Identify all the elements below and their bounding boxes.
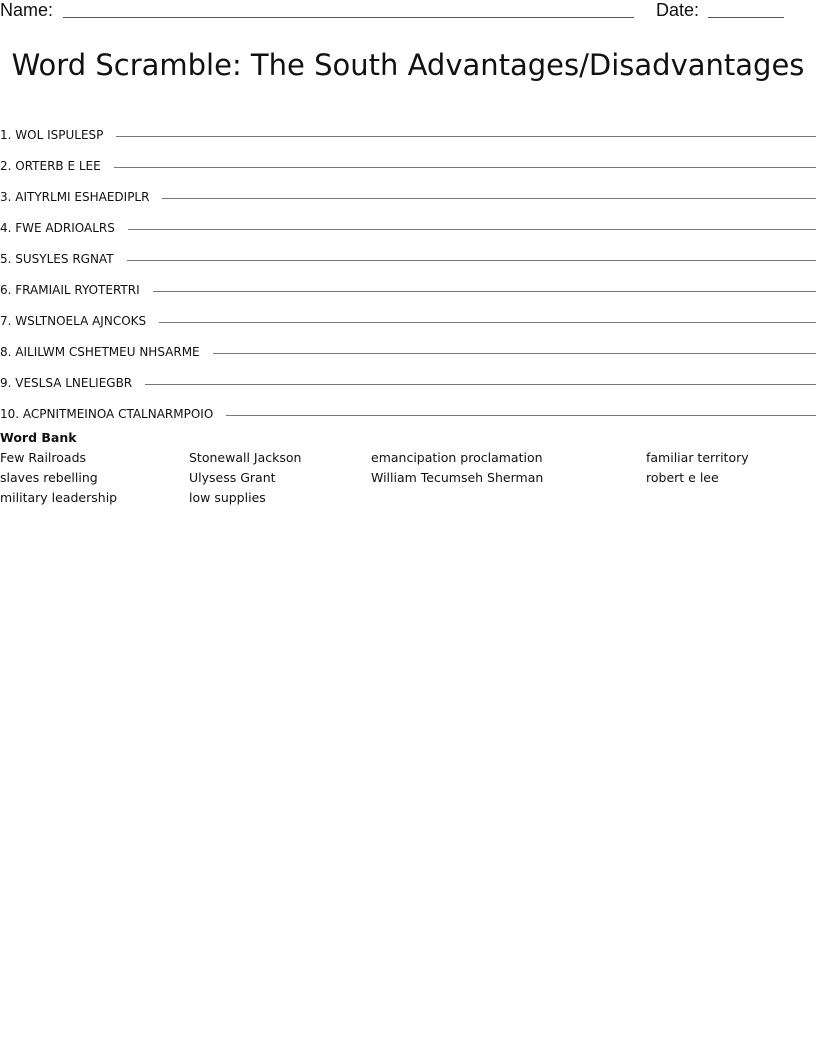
question-number: 7. — [0, 314, 16, 328]
question-row — [0, 143, 816, 174]
question-row — [0, 329, 816, 360]
question-row — [0, 174, 816, 205]
answer-line — [226, 415, 816, 416]
scrambled-word: ORTERB E LEE — [15, 159, 101, 173]
scrambled-word: FRAMIAIL RYOTERTRI — [15, 283, 140, 297]
question-row — [0, 205, 816, 236]
scrambled-word: WSLTNOELA AJNCOKS — [15, 314, 147, 328]
question-row — [0, 360, 816, 391]
answer-line — [159, 322, 816, 323]
word-bank-item: low supplies — [189, 490, 266, 505]
question-row — [0, 236, 816, 267]
name-blank-line — [63, 17, 634, 18]
name-date-header — [0, 0, 816, 24]
scrambled-word: WOL ISPULESP — [15, 128, 104, 142]
answer-line — [127, 260, 816, 261]
word-bank-title: Word Bank — [0, 430, 77, 445]
word-bank-item: slaves rebelling — [0, 470, 98, 485]
scrambled-word: AITYRLMI ESHAEDIPLR — [15, 190, 150, 204]
question-number: 4. — [0, 221, 16, 235]
answer-line — [145, 384, 816, 385]
question-row — [0, 298, 816, 329]
question-number: 5. — [0, 252, 16, 266]
name-label: Name: — [0, 0, 54, 20]
scrambled-word: ACPNITMEINOA CTALNARMPOIO — [22, 407, 214, 421]
answer-line — [114, 167, 816, 168]
word-bank-item: robert e lee — [646, 470, 719, 485]
word-bank — [0, 430, 816, 517]
word-bank-item: William Tecumseh Sherman — [371, 470, 544, 485]
word-bank-grid — [0, 447, 816, 517]
answer-line — [128, 229, 816, 230]
question-number: 1. — [0, 128, 16, 142]
answer-line — [153, 291, 816, 292]
scrambled-word: AILILWM CSHETMEU NHSARME — [15, 345, 200, 359]
question-number: 3. — [0, 190, 16, 204]
page-title: Word Scramble: The South Advantages/Disadvantages — [11, 48, 805, 82]
word-bank-item: Stonewall Jackson — [189, 450, 302, 465]
question-row — [0, 267, 816, 298]
date-blank-line — [708, 17, 784, 18]
date-label: Date: — [656, 0, 700, 20]
question-number: 6. — [0, 283, 16, 297]
scrambled-word: VESLSA LNELIEGBR — [15, 376, 133, 390]
scrambled-word: SUSYLES RGNAT — [15, 252, 114, 266]
question-row — [0, 112, 816, 143]
question-row — [0, 391, 816, 422]
answer-line — [162, 198, 816, 199]
answer-line — [213, 353, 816, 354]
word-bank-item: familiar territory — [646, 450, 749, 465]
word-bank-item: emancipation proclamation — [371, 450, 543, 465]
question-number: 10. — [0, 407, 23, 421]
word-bank-item: Ulysess Grant — [189, 470, 276, 485]
word-bank-item: Few Railroads — [0, 450, 87, 465]
question-number: 2. — [0, 159, 16, 173]
word-bank-item: military leadership — [0, 490, 118, 505]
question-number: 9. — [0, 376, 16, 390]
scramble-question-list — [0, 112, 816, 422]
answer-line — [116, 136, 816, 137]
scrambled-word: FWE ADRIOALRS — [15, 221, 115, 235]
question-number: 8. — [0, 345, 16, 359]
